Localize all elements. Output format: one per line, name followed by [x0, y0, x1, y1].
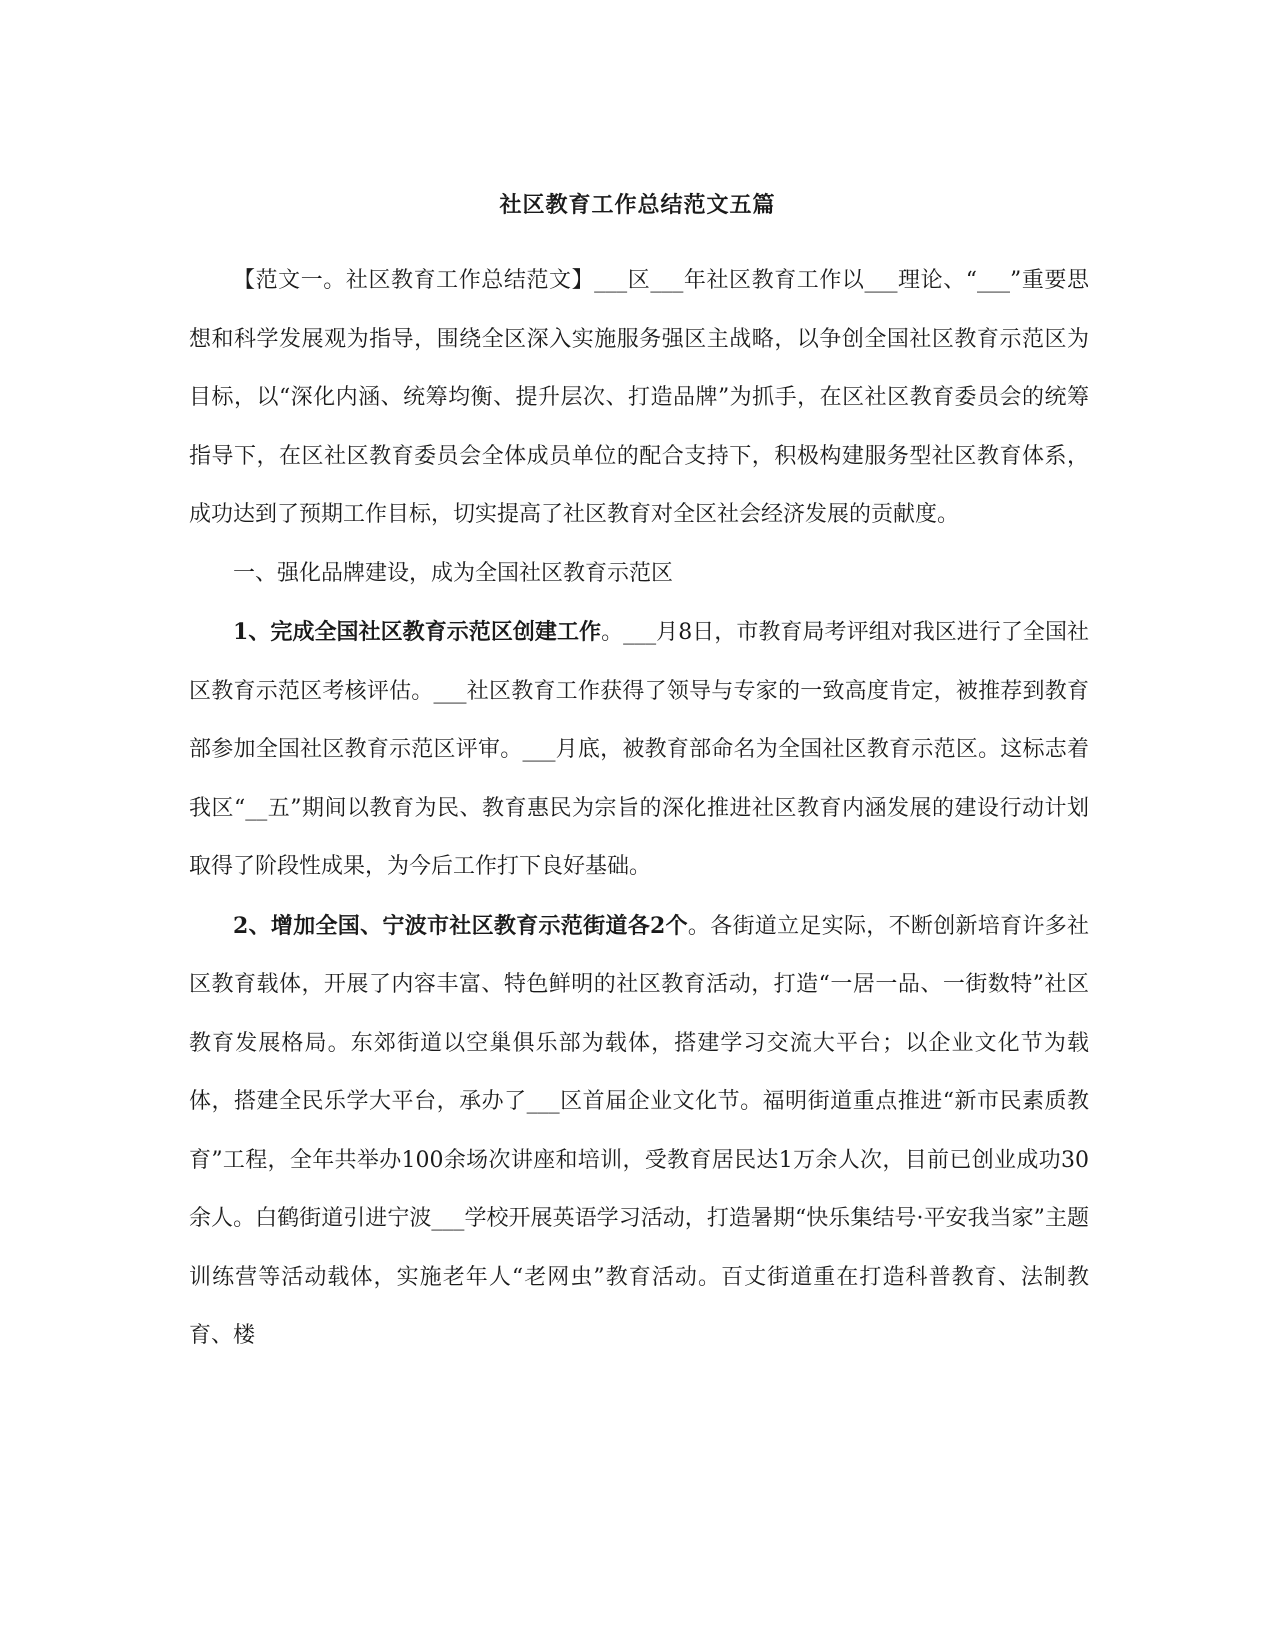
document-title: 社区教育工作总结范文五篇: [499, 192, 776, 218]
paragraph-intro: [189, 252, 1089, 545]
item-lead: 1、完成全国社区教育示范区创建工作: [233, 619, 602, 645]
paragraph-item-2: [189, 897, 1089, 1366]
section-heading-1: [189, 545, 1089, 604]
paragraph-item-1: [189, 603, 1089, 897]
section-heading-text: 一、强化品牌建设，成为全国社区教育示范区: [233, 560, 674, 586]
document-body: [189, 252, 1089, 1366]
item-lead: 2、增加全国、宁波市社区教育示范街道各2个: [233, 912, 688, 939]
paragraph-text: 。___月8日，市教育局考评组对我区进行了全国社区教育示范区考核评估。___社区教育工作获得了领导与专家的一致高度肯定，被推荐到教育部参加全国社区教育示范区评审。___月底，被教育部命名为全国社区教育示范区。这标志着我区“__五”期间以教育为民、教育惠民为宗旨的深化推进社区教育内涵发展的建设行动计划取得了阶段性成果，为今后工作打下良好基础。: [189, 620, 1090, 879]
paragraph-text: 。各街道立足实际，不断创新培育许多社区教育载体，开展了内容丰富、特色鲜明的社区教育活动，打造“一居一品、一街数特”社区教育发展格局。东郊街道以空巢俱乐部为载体，搭建学习交流大平台；以企业文化节为载体，搭建全民乐学大平台，承办了___区首届企业文化节。福明街道重点推进“新市民素质教育”工程，全年共举办100余场次讲座和培训，受教育居民达1万余人次，目前已创业成功30余人。白鹤街道引进宁波___学校开展英语学习活动，打造暑期“快乐集结号·平安我当家”主题训练营等活动载体，实施老年人“老网虫”教育活动。百丈街道重在打造科普教育、法制教育、楼: [189, 913, 1089, 1348]
paragraph-text: 【范文一。社区教育工作总结范文】___区___年社区教育工作以___理论、“___”重要思想和科学发展观为指导，围绕全区深入实施服务强区主战略，以争创全国社区教育示范区为目标，以“深化内涵、统筹均衡、提升层次、打造品牌”为抓手，在区社区教育委员会的统筹指导下，在区社区教育委员会全体成员单位的配合支持下，积极构建服务型社区教育体系，成功达到了预期工作目标，切实提高了社区教育对全区社会经济发展的贡献度。: [189, 268, 1089, 527]
